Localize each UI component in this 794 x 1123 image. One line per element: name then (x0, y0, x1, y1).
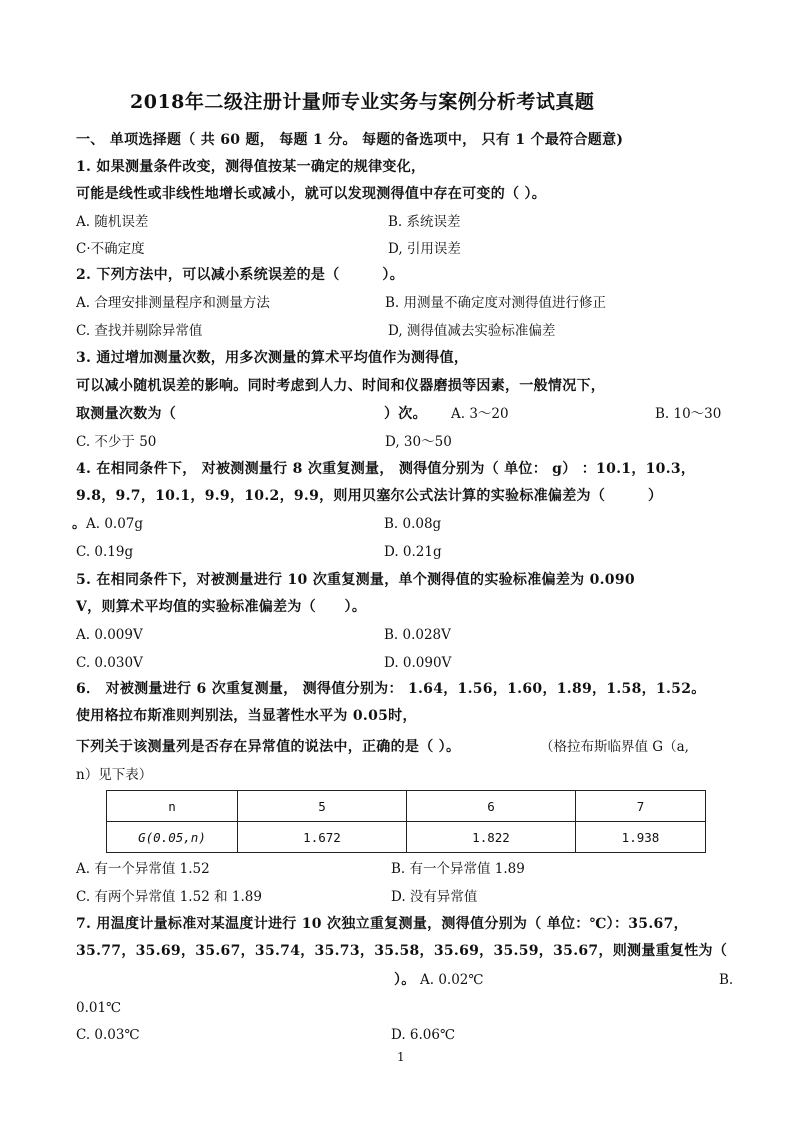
table-cell: 6 (407, 791, 576, 822)
grubbs-critical-value-table (106, 790, 706, 853)
question-7-line-3: ）。 (394, 972, 416, 988)
question-4-option-c: C. 0.19g (76, 544, 134, 560)
table-cell: 1.938 (576, 822, 706, 853)
question-3-option-d: D, 30～50 (385, 434, 452, 450)
table-cell: G(0.05,n) (107, 822, 238, 853)
question-7-option-d: D. 6.06℃ (391, 1027, 456, 1043)
question-4-line-3: 。 (72, 516, 87, 532)
table-cell: 5 (238, 791, 407, 822)
question-4-option-b: B. 0.08g (384, 516, 442, 532)
question-7-line-1: 7. 用温度计量标准对某温度计进行 10 次独立重复测量，测得值分别为（ 单位：℃）：35.67， (76, 916, 688, 932)
table-cell: n (107, 791, 238, 822)
question-7-line-2: 35.77，35.69，35.67，35.74，35.73，35.58，35.69，35.59，35.67，则测量重复性为（ (76, 943, 728, 959)
question-2-option-c: C. 查找并剔除异常值 (76, 323, 203, 339)
page-number: 1 (397, 1050, 405, 1064)
question-6-option-b: B. 有一个异常值 1.89 (391, 861, 525, 877)
table-cell: 7 (576, 791, 706, 822)
table-cell: 1.672 (238, 822, 407, 853)
question-3-line-3-end: ）次。 (384, 406, 427, 422)
question-1-line-1: 1. 如果测量条件改变，测得值按某一确定的规律变化， (76, 159, 426, 175)
question-3-line-1: 3. 通过增加测量次数，用多次测量的算术平均值作为测得值， (76, 350, 469, 366)
question-6-line-1: 6． 对被测量进行 6 次重复测量， 测得值分别为： 1.64，1.56，1.60，1.89，1.58，1.52。 (76, 681, 706, 697)
question-3-option-c: C. 不少于 50 (76, 434, 157, 450)
question-3-line-2: 可以减小随机误差的影响。同时考虑到人力、时间和仪器磨损等因素，一般情况下， (76, 378, 606, 394)
question-5-option-c: C. 0.030V (76, 655, 143, 671)
question-2-option-a: A. 合理安排测量程序和测量方法 (76, 295, 270, 311)
question-7-option-b: B. (719, 972, 734, 988)
question-5-line-1: 5. 在相同条件下，对被测量进行 10 次重复测量，单个测得值的实验标准偏差为 0.090 (76, 572, 635, 588)
question-2-option-b: B. 用测量不确定度对测得值进行修正 (385, 295, 607, 311)
question-6-option-c: C. 有两个异常值 1.52 和 1.89 (76, 889, 262, 905)
question-1-option-a: A. 随机误差 (76, 214, 149, 230)
question-4-option-d: D. 0.21g (384, 544, 442, 560)
question-6-option-d: D. 没有异常值 (391, 889, 478, 905)
question-5-option-d: D. 0.090V (384, 655, 452, 671)
question-3-line-3: 取测量次数为（ (76, 406, 177, 422)
question-4-option-a: A. 0.07g (86, 516, 144, 532)
question-7-option-c: C. 0.03℃ (76, 1027, 140, 1043)
question-6-line-3: 下列关于该测量列是否存在异常值的说法中，正确的是（ ）。 (76, 739, 461, 755)
page-title: 2018年二级注册计量师专业实务与案例分析考试真题 (130, 91, 595, 113)
question-7-option-a: A. 0.02℃ (420, 972, 484, 988)
question-2-option-d: D, 测得值减去实验标准偏差 (388, 323, 556, 339)
table-row (107, 822, 706, 853)
question-3-option-a: A. 3～20 (451, 406, 509, 422)
question-2-line-1: 2. 下列方法中，可以减小系统误差的是（ ）。 (76, 267, 404, 283)
question-1-option-b: B. 系统误差 (388, 214, 461, 230)
question-1-line-2: 可能是线性或非线性地增长或减小，就可以发现测得值中存在可变的（ ）。 (76, 186, 547, 202)
question-6-line-4: n）见下表） (76, 767, 153, 783)
question-6-option-a: A. 有一个异常值 1.52 (76, 861, 210, 877)
question-4-line-2: 9.8，9.7，10.1，9.9，10.2，9.9，则用贝塞尔公式法计算的实验标准偏差为（ ） (76, 488, 663, 504)
table-header-row (107, 791, 706, 822)
question-5-option-b: B. 0.028V (384, 627, 451, 643)
question-3-option-b: B. 10～30 (655, 406, 722, 422)
question-4-line-1: 4. 在相同条件下， 对被测测量行 8 次重复测量， 测得值分别为（ 单位： g） ：10.1，10.3， (76, 461, 696, 477)
question-6-line-3-note: （格拉布斯临界值 G（a, (540, 739, 689, 755)
question-7-option-b-value: 0.01℃ (76, 1000, 122, 1016)
question-5-line-2: V，则算术平均值的实验标准偏差为（ ）。 (76, 599, 367, 615)
table-cell: 1.822 (407, 822, 576, 853)
question-1-option-d: D, 引用误差 (388, 241, 461, 257)
question-5-option-a: A. 0.009V (76, 627, 143, 643)
question-6-line-2: 使用格拉布斯准则判别法，当显著性水平为 0.05时， (76, 708, 417, 724)
question-1-option-c: C·不确定度 (76, 241, 145, 257)
section-header: 一、 单项选择题（ 共 60 题， 每题 1 分。 每题的备选项中， 只有 1 个最符合题意) (76, 132, 624, 148)
